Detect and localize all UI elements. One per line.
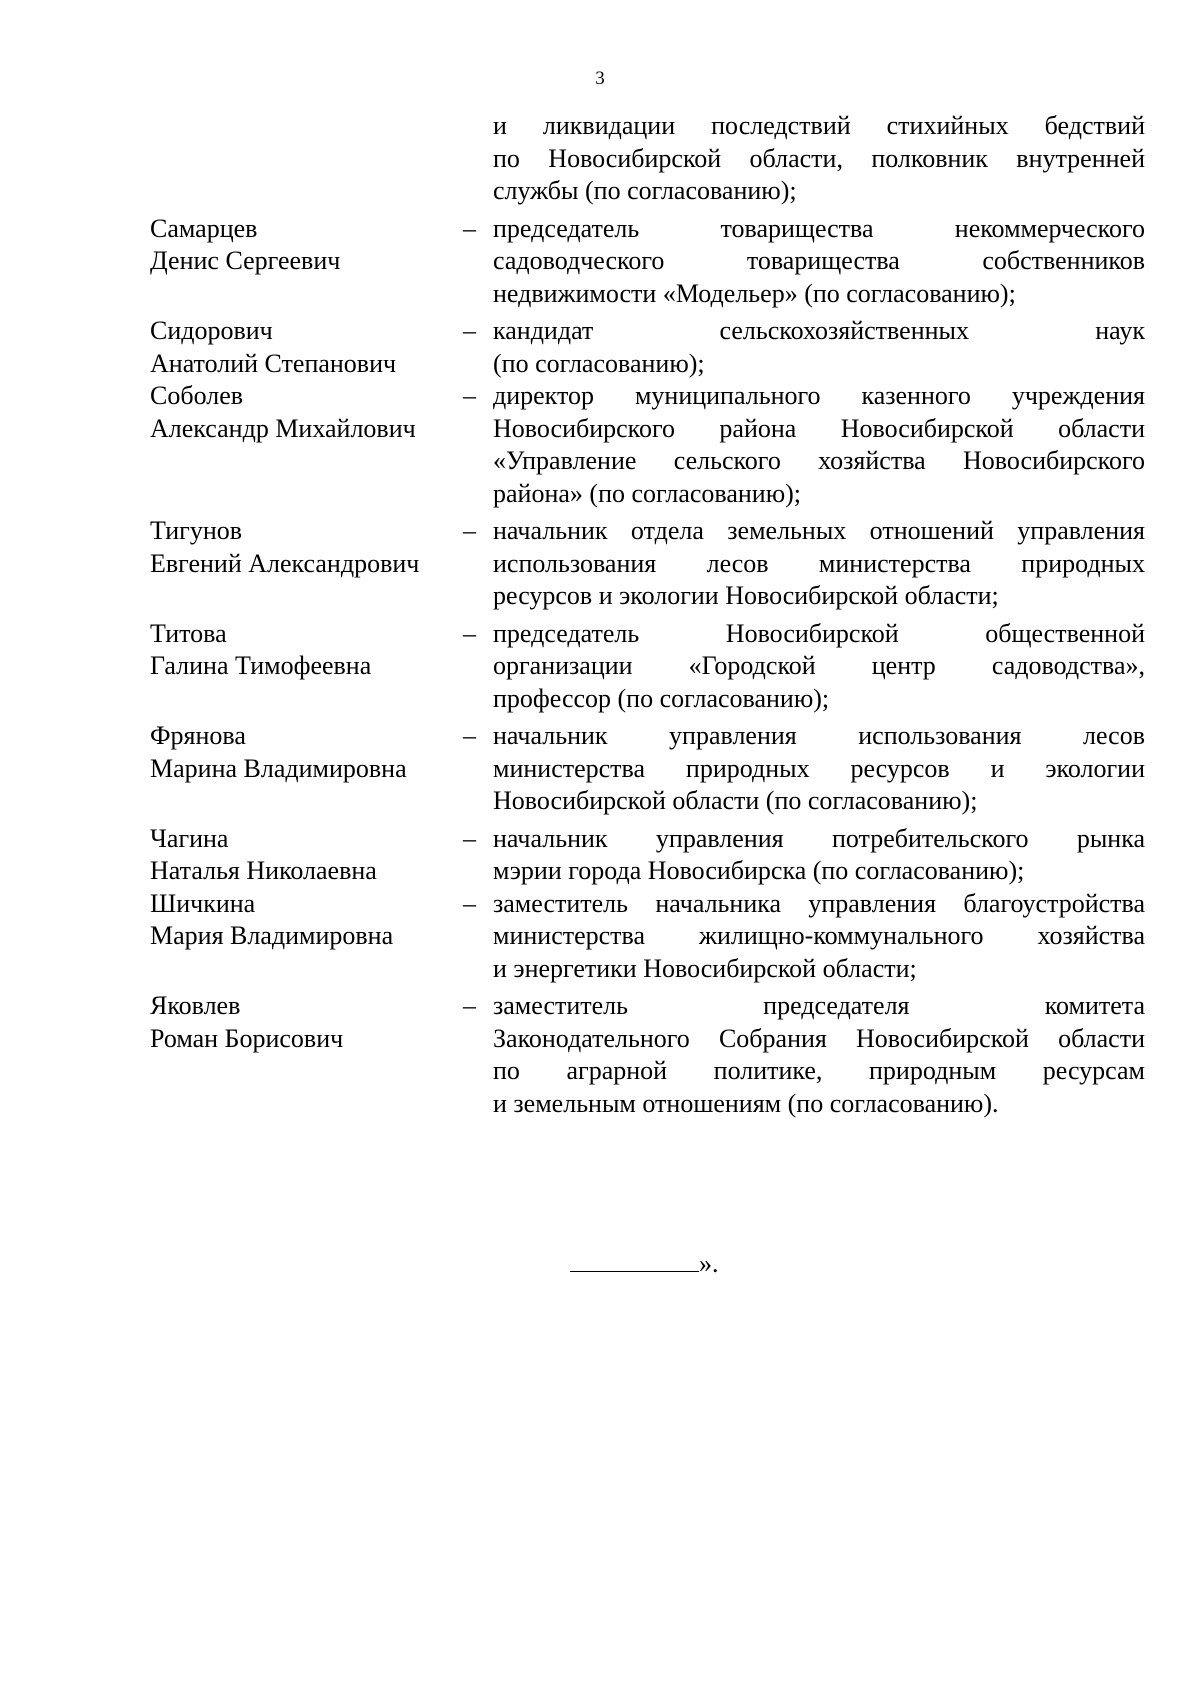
member-given-names: Анатолий Степанович [150,348,397,378]
dash-separator: – [463,991,476,1020]
member-given-names: Галина Тимофеевна [150,651,372,680]
description-line: профессор (по согласованию); [493,683,830,713]
member-name [150,315,463,380]
member-surname: Чагина [150,823,229,853]
member-name [150,990,463,1055]
member-name [150,515,463,580]
description-line: и земельным отношениям (по согласованию). [493,1088,999,1118]
member-given-names: Мария Владимировна [150,921,394,950]
member-name [150,380,463,445]
description-line: организации «Городской центр садоводства», [493,651,1145,680]
dash-separator: – [463,381,476,410]
description-line: и энергетики Новосибирской области; [493,953,917,983]
continuation-text [493,110,1145,208]
dash-separator: – [463,618,476,648]
dash-separator: – [463,721,476,750]
member-given-names: Денис Сергеевич [150,246,341,275]
description-line: начальник управления использования лесов [493,721,1145,750]
description-line: директор муниципального казенного учреждения [493,381,1145,410]
member-surname: Шичкина [150,888,256,918]
member-name [150,720,463,785]
dash-separator: – [463,823,476,853]
member-entry [150,888,1145,986]
description-line: мэрии города Новосибирска (по согласованию); [493,856,1025,885]
description-line: министерства природных ресурсов и экологии [493,753,1145,783]
member-name [150,823,463,888]
member-surname: Фрянова [150,721,246,750]
description-line: заместитель начальника управления благоустройства [493,888,1145,918]
member-position [493,888,1145,986]
member-name [150,888,463,953]
description-line: заместитель председателя комитета [493,991,1145,1020]
member-entry [150,990,1145,1120]
member-surname: Тигунов [150,516,243,545]
member-given-names: Роман Борисович [150,1023,344,1053]
member-name [150,213,463,278]
member-position [493,515,1145,613]
member-given-names: Александр Михайлович [150,413,416,443]
description-line: района» (по согласованию); [493,478,802,508]
description-line: использования лесов министерства природных [493,548,1145,578]
description-line: начальник управления потребительского рынка [493,823,1145,853]
member-surname: Титова [150,618,227,648]
member-entry [150,515,1145,613]
member-name [150,618,463,683]
member-surname: Сидорович [150,316,273,345]
dash-separator: – [463,888,476,918]
dash-separator: – [463,213,476,243]
description-line: по аграрной политике, природным ресурсам [493,1056,1145,1085]
member-entry [150,380,1145,510]
description-line: кандидат сельскохозяйственных наук [493,316,1145,345]
description-line: председатель товарищества некоммерческого [493,213,1145,243]
member-surname: Самарцев [150,213,258,243]
member-given-names: Марина Владимировна [150,753,407,783]
description-line: садоводческого товарищества собственников [493,246,1145,275]
member-position [493,213,1145,311]
member-entry [150,213,1145,311]
member-entry [150,618,1145,716]
description-line: (по согласованию); [493,348,705,378]
member-surname: Соболев [150,381,244,410]
member-given-names: Евгений Александрович [150,548,420,578]
description-line: и ликвидации последствий стихийных бедствий [493,111,1145,140]
member-position [493,315,1145,380]
signature-rule [570,1249,699,1272]
closing-quote: ». [699,1249,719,1278]
commission-member-list [150,110,1145,1120]
continuation-entry [150,110,1145,208]
description-line: «Управление сельского хозяйства Новосибирского [493,446,1145,475]
description-line: министерства жилищно-коммунального хозяйства [493,921,1145,950]
member-position [493,720,1145,818]
dash-separator: – [463,516,476,545]
description-line: недвижимости «Модельер» (по согласованию); [493,278,1016,308]
description-line: председатель Новосибирской общественной [493,618,1145,648]
member-given-names: Наталья Николаевна [150,856,377,885]
description-line: начальник отдела земельных отношений управления [493,516,1145,545]
member-entry [150,315,1145,380]
member-surname: Яковлев [150,991,241,1020]
member-entry [150,823,1145,888]
member-position [493,380,1145,510]
dash-separator: – [463,316,476,345]
description-line: Новосибирского района Новосибирской области [493,413,1145,443]
document-end-marker [570,1248,719,1280]
member-position [493,618,1145,716]
description-line: по Новосибирской области, полковник внутренней [493,143,1145,173]
member-position [493,990,1145,1120]
member-entry [150,720,1145,818]
description-line: службы (по согласованию); [493,176,797,205]
description-line: ресурсов и экологии Новосибирской области; [493,581,999,610]
page-number: 3 [595,68,605,89]
member-position [493,823,1145,888]
description-line: Законодательного Собрания Новосибирской области [493,1023,1145,1053]
description-line: Новосибирской области (по согласованию); [493,786,978,815]
